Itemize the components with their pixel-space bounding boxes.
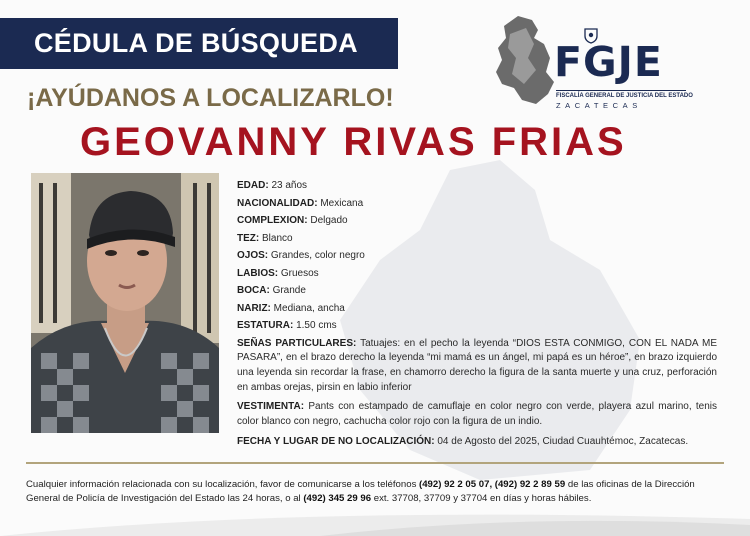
detail-nationality: NACIONALIDAD: Mexicana (237, 197, 364, 209)
detail-eyes: OJOS: Grandes, color negro (237, 250, 365, 261)
decorative-swoosh-icon (0, 505, 750, 536)
phone-numbers: (492) 92 2 05 07, (492) 92 2 89 59 (419, 479, 566, 490)
missing-person-name: GEOVANNY RIVAS FRIAS (80, 120, 627, 164)
detail-distinguishing-marks: SEÑAS PARTICULARES: Tatuajes: en el pecho la leyenda “DIOS ESTA CONMIGO, CON EL NADA ME PASARA”, en el brazo derecho la leyenda “mi mamá es un ángel, mi papá es un héroe”, en brazo izquierdo una leyenda sin recordar la frase, en chamorro derecho la figura de la santa muerte y una cruz, perforación en ambas orejas, pirsin en labio inferior (237, 337, 717, 393)
detail-lips: LABIOS: Gruesos (237, 267, 319, 279)
logo-divider (556, 90, 686, 91)
detail-age: EDAD: 23 años (237, 180, 308, 191)
person-photo (31, 173, 219, 433)
detail-height: ESTATURA: 1.50 cms (237, 320, 337, 331)
contact-info: Cualquier información relacionada con su localización, favor de comunicarse a los teléfonos (492) 92 2 05 07, (492) 92 2 89 59 de las oficinas de la Dirección General de Policía de Investigación del Estado las 24 horas, o al (492) 345 29 96 ext. 37708, 37709 y 37704 en días y horas hábiles. (26, 479, 695, 504)
zacatecas-map-icon (488, 14, 562, 106)
detail-date-place: FECHA Y LUGAR DE NO LOCALIZACIÓN: 04 de Agosto del 2025, Ciudad Cuauhtémoc, Zacatecas. (237, 435, 689, 447)
logo-state: ZACATECAS (556, 101, 642, 110)
detail-clothing: VESTIMENTA: Pants con estampado de camuflaje en color negro con verde, playera azul marino, tenis color blanco con negro, cachucha color rojo con la figura de un indio. (237, 401, 717, 428)
detail-nose: NARIZ: Mediana, ancha (237, 302, 345, 314)
subtitle: ¡AYÚDANOS A LOCALIZARLO! (27, 84, 394, 112)
detail-skin: TEZ: Blanco (237, 232, 293, 244)
detail-complexion: COMPLEXION: Delgado (237, 215, 348, 226)
phone-number-extension: (492) 345 29 96 (303, 493, 372, 504)
document-title: CÉDULA DE BÚSQUEDA (34, 28, 358, 58)
logo-acronym: FGJE (554, 38, 663, 86)
logo-institution: FISCALÍA GENERAL DE JUSTICIA DEL ESTADO (556, 93, 693, 99)
footer-divider (26, 462, 724, 464)
portrait-image (31, 173, 219, 433)
detail-mouth: BOCA: Grande (237, 285, 306, 296)
person-details (237, 177, 717, 449)
title-bar (0, 18, 398, 69)
fgje-logo (488, 14, 698, 110)
